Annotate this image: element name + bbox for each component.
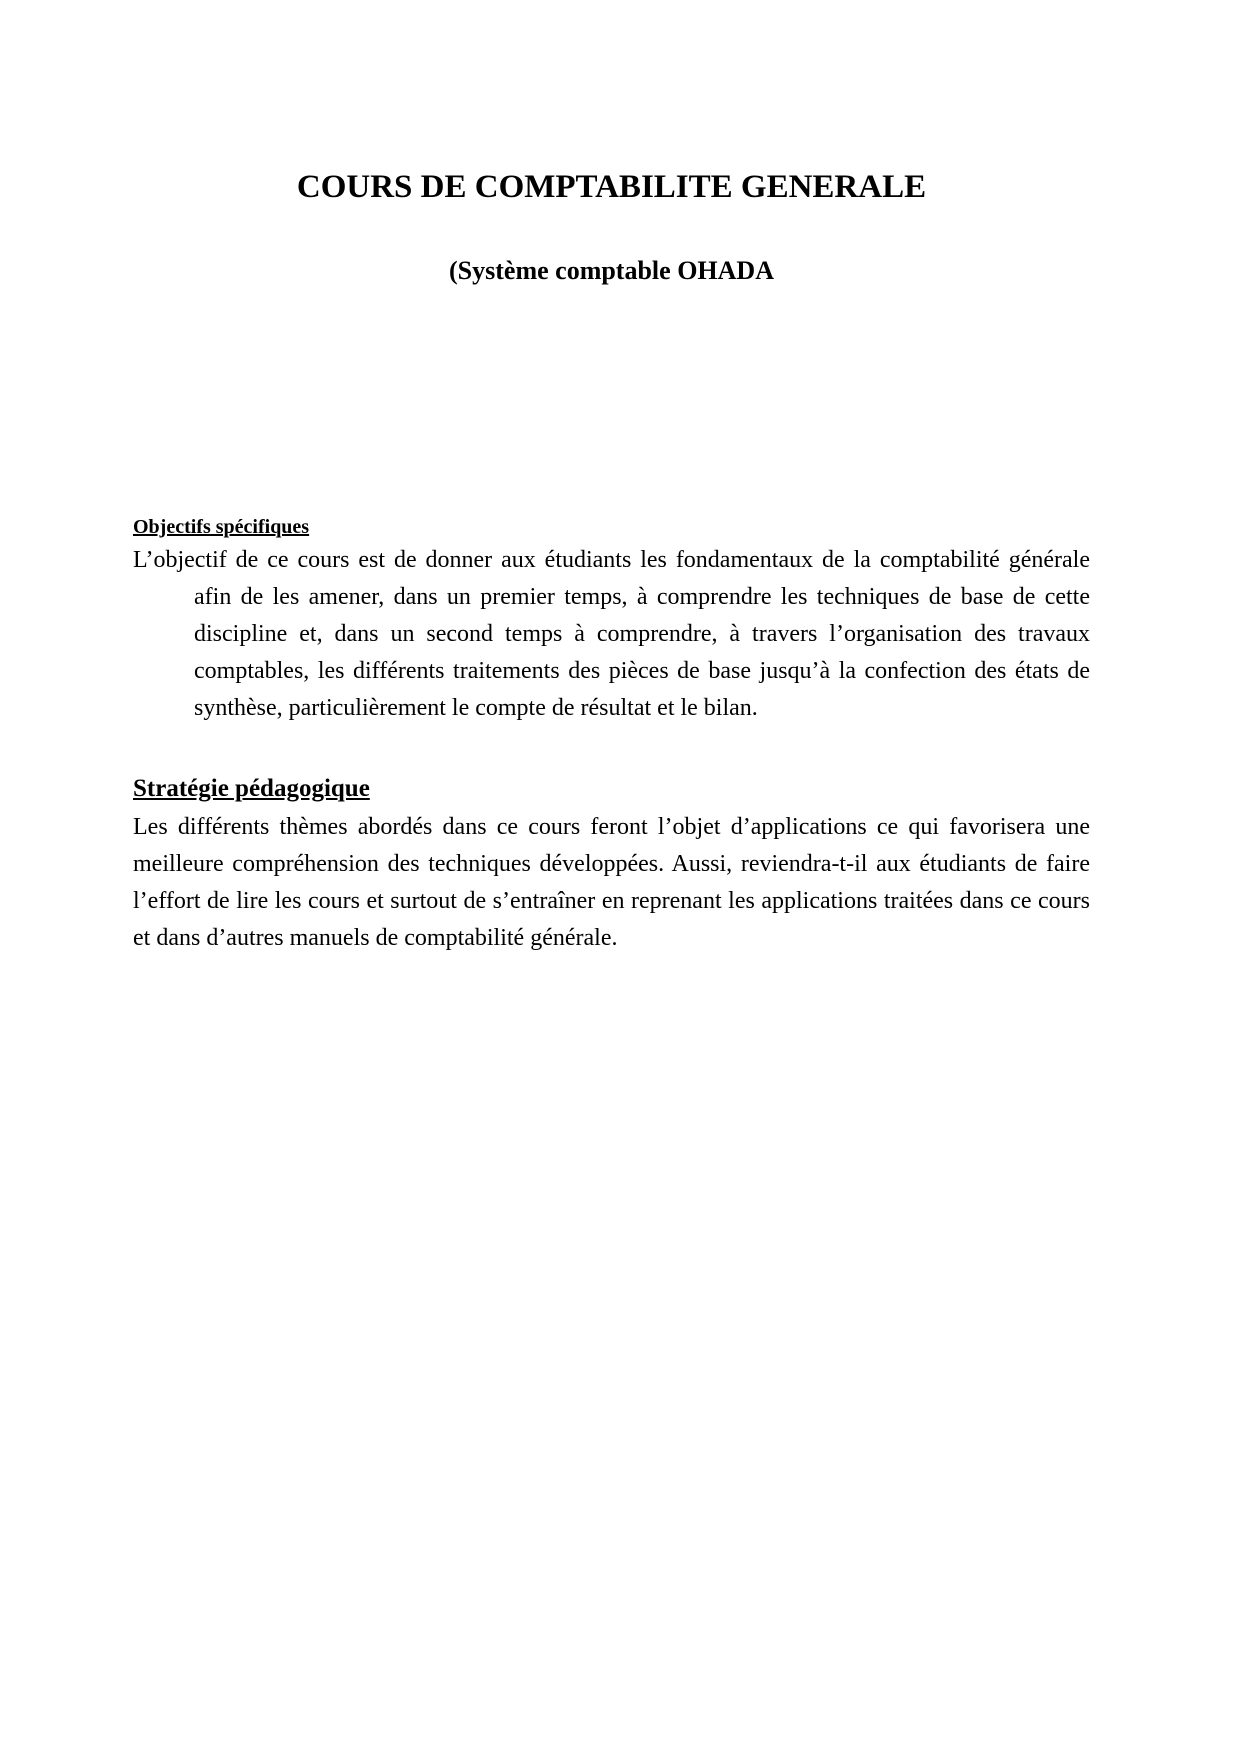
page-title: COURS DE COMPTABILITE GENERALE	[296, 169, 927, 205]
section-paragraph-strategie: Les différents thèmes abordés dans ce cours feront l’objet d’applications ce qui favorisera une meilleure compréhension des techniques développées. Aussi, reviendra-t-il aux étudiants de faire l’effort de lire les cours et surtout de s’entraîner en reprenant les applications traitées dans ce cours et dans d’autres manuels de comptabilité générale.	[133, 814, 1090, 951]
page-subtitle: (Système comptable OHADA	[449, 256, 774, 285]
section-heading-objectifs: Objectifs spécifiques	[133, 516, 310, 538]
section-paragraph-objectifs: L’objectif de ce cours est de donner aux étudiants les fondamentaux de la comptabilité générale afin de les amener, dans un premier temps, à comprendre les techniques de base de cette discipline et, dans un second temps à comprendre, à travers l’organisation des travaux comptables, les différents traitements des pièces de base jusqu’à la confection des états de synthèse, particulièrement le compte de résultat et le bilan.	[133, 547, 1090, 721]
section-heading-strategie: Stratégie pédagogique	[133, 775, 370, 802]
